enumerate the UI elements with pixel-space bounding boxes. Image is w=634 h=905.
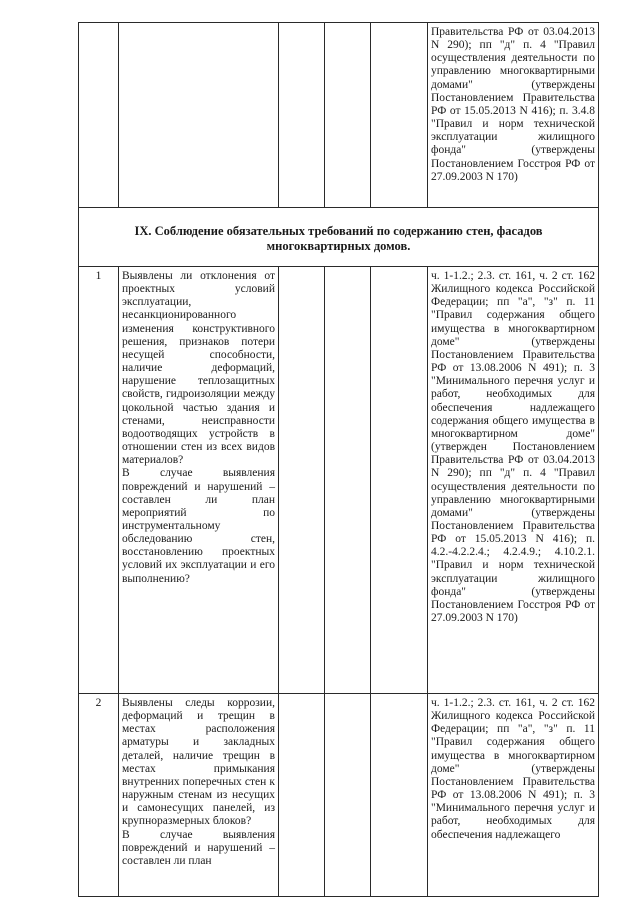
answer-no-cell	[325, 694, 371, 897]
reference-cell	[428, 694, 599, 897]
row-number: 2	[79, 694, 119, 897]
number-cell	[79, 23, 119, 208]
section-header-row	[79, 208, 599, 267]
question-text-followup: В случае выявления повреждений и нарушений – составлен ли план мероприятий по инструментальному обследованию стен, восстановлению проектных условий их эксплуатации и его выполнению?	[122, 467, 275, 585]
reference-text: ч. 1-1.2.; 2.3. ст. 161, ч. 2 ст. 162 Жилищного кодекса Российской Федерации; пп "а", "з" п. 11 "Правил содержания общего имущества в многоквартирном доме" (утверждены Постановлением Правительства РФ от 13.08.2006 N 491); п. 3 "Минимального перечня услуг и работ, необходимых для обеспечения надлежащего	[431, 697, 595, 841]
table-row	[79, 694, 599, 897]
question-cell	[119, 267, 279, 694]
answer-yes-cell	[279, 267, 325, 694]
answer-na-cell	[371, 694, 428, 897]
table-row	[79, 267, 599, 694]
question-text-followup: В случае выявления повреждений и нарушений – составлен ли план	[122, 828, 275, 867]
reference-cell	[428, 267, 599, 694]
section-title: IX. Соблюдение обязательных требований по содержанию стен, фасадов многоквартирных домов.	[134, 224, 543, 253]
reference-text: Правительства РФ от 03.04.2013 N 290); пп "д" п. 4 "Правил осуществления деятельности по управлению многоквартирными домами" (утверждены Постановлением Правительства РФ от 15.05.2013 N 416); п. 3.4.8 "Правил и норм технической эксплуатации жилищного фонда" (утверждены Постановлением Госстроя РФ от 27.09.2003 N 170)	[431, 26, 595, 183]
document-page	[78, 22, 598, 897]
answer-no-cell	[325, 267, 371, 694]
answer-yes-cell	[279, 23, 325, 208]
answer-no-cell	[325, 23, 371, 208]
reference-cell	[428, 23, 599, 208]
answer-na-cell	[371, 267, 428, 694]
question-cell	[119, 23, 279, 208]
question-text: Выявлены ли отклонения от проектных условий эксплуатации, несанкционированного изменения конструктивного решения, признаков потери несущей способности, наличие деформаций, нарушение теплозащитных свойств, гидроизоляции между цокольной частью здания и стенами, неисправности водоотводящих устройств в отношении стен из всех видов материалов?	[122, 270, 275, 467]
section-header-cell	[79, 208, 599, 267]
reference-text: ч. 1-1.2.; 2.3. ст. 161, ч. 2 ст. 162 Жилищного кодекса Российской Федерации; пп "а", "з" п. 11 "Правил содержания общего имущества в многоквартирном доме" (утверждены Постановлением Правительства РФ от 13.08.2006 N 491); п. 3 "Минимального перечня услуг и работ, необходимых для обеспечения надлежащего содержания общего имущества в многоквартирном доме" (утвержден Постановлением Правительства РФ от 03.04.2013 N 290); пп "д" п. 4 "Правил осуществления деятельности по управлению многоквартирными домами" (утверждены Постановлением Правительства РФ от 15.05.2013 N 416); п. 4.2.-4.2.2.4.; 4.2.4.9.; 4.10.2.1. "Правил и норм технической эксплуатации жилищного фонда" (утверждены Постановлением Госстроя РФ от 27.09.2003 N 170)	[431, 270, 595, 625]
question-text: Выявлены следы коррозии, деформаций и трещин в местах расположения арматуры и закладных деталей, наличие трещин в местах примыкания внутренних поперечных стен к наружным стенам из несущих и самонесущих панелей, из крупноразмерных блоков?	[122, 697, 275, 828]
answer-yes-cell	[279, 694, 325, 897]
question-cell	[119, 694, 279, 897]
checklist-table	[78, 22, 599, 897]
row-number: 1	[79, 267, 119, 694]
table-row-continued	[79, 23, 599, 208]
answer-na-cell	[371, 23, 428, 208]
